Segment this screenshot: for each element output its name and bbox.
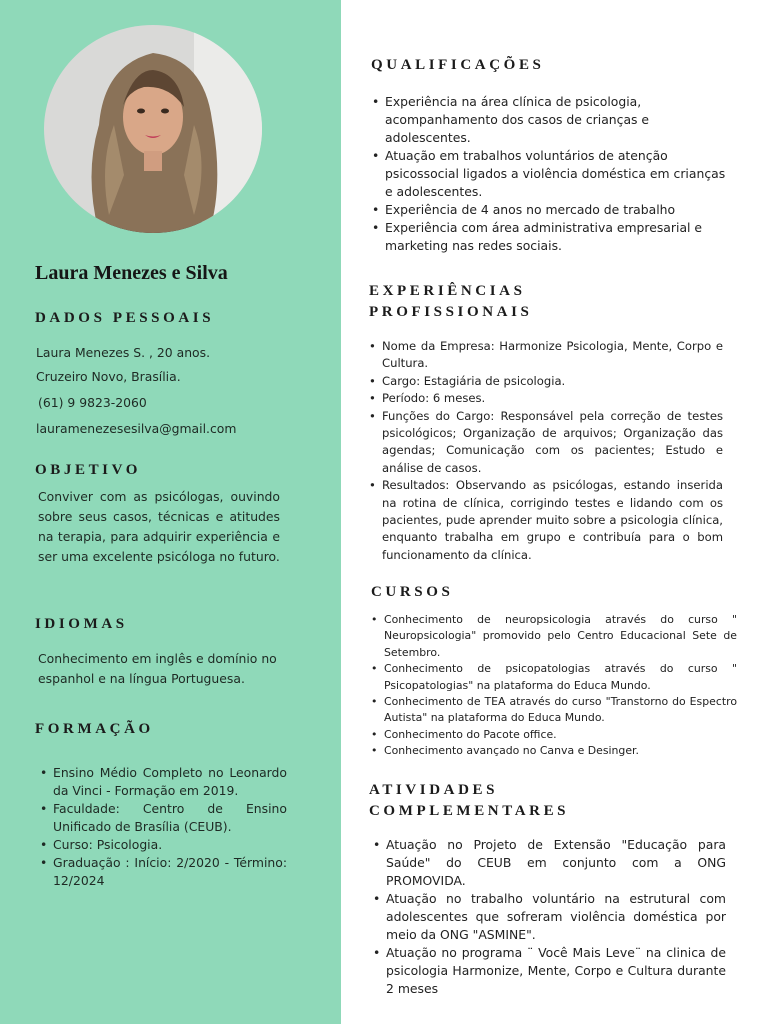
qualification-item: • Experiência com área administrativa empresarial e marketing nas redes sociais. [371, 219, 729, 255]
main-content [341, 0, 768, 1024]
courses-list [370, 612, 737, 760]
experience-item: • Funções do Cargo: Responsável pela correção de testes psicológicos; Organização de arquivos; Organização das agendas; Comunicação com os pacientes; Estudo e análise de casos. [368, 408, 723, 478]
course-item: • Conhecimento de psicopatologias através do curso " Psicopatologias" na plataforma do Educa Mundo. [370, 661, 737, 694]
qualification-item: • Atuação em trabalhos voluntários de atenção psicossocial ligados a violência doméstica em crianças e adolescentes. [371, 147, 729, 201]
experience-list [368, 338, 723, 564]
objective-text: Conviver com as psicólogas, ouvindo sobre seus casos, técnicas e atitudes na terapia, para adquirir experiência e ser uma excelente psicóloga no futuro. [38, 489, 280, 564]
activities-heading-line1: ATIVIDADES [369, 782, 499, 798]
activity-item: • Atuação no Projeto de Extensão "Educação para Saúde" do CEUB em conjunto com a ONG PROMOVIDA. [372, 836, 726, 890]
qualifications-list [371, 93, 729, 255]
education-heading: FORMAÇÃO [35, 721, 154, 737]
qualification-item: • Experiência na área clínica de psicologia, acompanhamento dos casos de crianças e adolescentes. [371, 93, 729, 147]
profile-photo [44, 25, 262, 233]
experience-heading-line1: EXPERIÊNCIAS [369, 283, 526, 299]
activities-heading-line2: COMPLEMENTARES [369, 803, 570, 819]
profile-photo-illustration [44, 25, 262, 233]
candidate-name: Laura Menezes e Silva [35, 262, 228, 284]
qualifications-heading: QUALIFICAÇÕES [371, 57, 545, 73]
personal-data-heading: DADOS PESSOAIS [35, 310, 215, 326]
experience-heading-line2: PROFISSIONAIS [369, 304, 533, 320]
languages-text: Conhecimento em inglês e domínio no espanhol e na língua Portuguesa. [38, 651, 277, 686]
experience-item: • Nome da Empresa: Harmonize Psicologia, Mente, Corpo e Cultura. [368, 338, 723, 373]
education-item: • Curso: Psicologia. [39, 836, 287, 854]
education-list [39, 764, 287, 890]
activity-item: • Atuação no trabalho voluntário na estrutural com adolescentes que sofreram violência doméstica por meio da ONG "ASMINE". [372, 890, 726, 944]
experience-item: • Resultados: Observando as psicólogas, estando inserida na rotina de clínica, corrigindo testes e lidando com os pacientes, pude aprender muito sobre a psicologia clínica, enquanto trabalha em grupo e contribuía para o bom funcionamento da clínica. [368, 477, 723, 564]
activities-list [372, 836, 726, 998]
activity-item: • Atuação no programa ¨ Você Mais Leve¨ na clinica de psicologia Harmonize, Mente, Corpo e Cultura durante 2 meses [372, 944, 726, 998]
course-item: • Conhecimento de neuropsicologia através do curso " Neuropsicologia" promovido pelo Centro Educacional Sete de Setembro. [370, 612, 737, 661]
course-item: • Conhecimento do Pacote office. [370, 727, 737, 743]
course-item: • Conhecimento avançado no Canva e Desinger. [370, 743, 737, 759]
personal-city: Cruzeiro Novo, Brasília. [36, 369, 181, 384]
personal-email: lauramenezesesilva@gmail.com [36, 421, 237, 436]
education-item: • Graduação : Início: 2/2020 - Término: 12/2024 [39, 854, 287, 890]
personal-name-age: Laura Menezes S. , 20 anos. [36, 345, 211, 360]
courses-heading: CURSOS [371, 584, 454, 600]
sidebar [0, 0, 341, 1024]
experience-item: • Período: 6 meses. [368, 390, 723, 407]
experience-item: • Cargo: Estagiária de psicologia. [368, 373, 723, 390]
course-item: • Conhecimento de TEA através do curso "Transtorno do Espectro Autista" na plataforma do Educa Mundo. [370, 694, 737, 727]
objective-heading: OBJETIVO [35, 462, 142, 478]
education-item: • Faculdade: Centro de Ensino Unificado de Brasília (CEUB). [39, 800, 287, 836]
languages-heading: IDIOMAS [35, 616, 128, 632]
personal-phone: (61) 9 9823-2060 [38, 395, 147, 410]
education-item: • Ensino Médio Completo no Leonardo da Vinci - Formação em 2019. [39, 764, 287, 800]
qualification-item: • Experiência de 4 anos no mercado de trabalho [371, 201, 729, 219]
